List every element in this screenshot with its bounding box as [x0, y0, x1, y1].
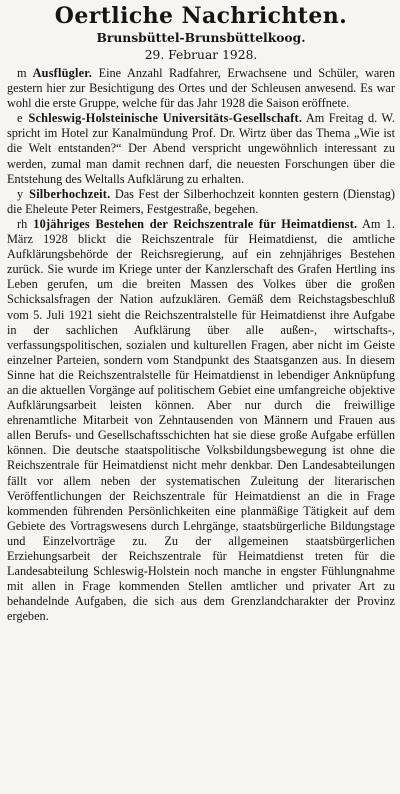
issue-date: 29. Februar 1928.: [144, 48, 258, 62]
article-text: Am Freitag d. W. spricht im Hotel zur Kanalmündung Prof. Dr. Wirtz über das Thema „Wie ist die Welt entstanden?“ Der Abend verspricht ungewöhnlich interessant zu werden, zumal man damit rechnen darf, die neuesten Forschungen über die Entstehung des Weltalls Aufklärung zu erhalten.: [7, 111, 395, 186]
article-headline: Schleswig-Holsteinische Universitäts-Gesellschaft.: [28, 111, 303, 126]
article-marker: y: [17, 186, 24, 201]
section-title: Oertliche Nachrichten.: [54, 3, 348, 29]
article-headline: 10jähriges Bestehen der Reichszentrale für Heimatdienst.: [33, 216, 358, 231]
article-text: Eine Anzahl Radfahrer, Erwachsene und Schüler, waren gestern hier zur Besichtigung des Ortes und der Schleusen anwesend. Es war wohl die erste Gruppe, welche für das Jahr 1928 die Saison eröffnete.: [7, 66, 395, 111]
article-headline: Ausflügler.: [32, 66, 93, 80]
article-reichszentrale: [7, 217, 395, 625]
article-text: Das Fest der Silberhochzeit konnten gestern (Dienstag) die Eheleute Peter Reimers, Festgestraße, begehen.: [7, 186, 395, 216]
article-marker: rh: [17, 216, 28, 231]
article-headline: Silberhochzeit.: [29, 186, 111, 201]
section-subtitle: Brunsbüttel-Brunsbüttelkoog.: [96, 30, 306, 45]
article-marker: e: [17, 111, 23, 126]
article-ausfluegler: [7, 66, 395, 111]
article-marker: m: [17, 66, 27, 80]
article-universitaets-gesellschaft: [7, 111, 395, 186]
article-silberhochzeit: [7, 187, 395, 217]
article-text: Am 1. März 1928 blickt die Reichszentrale für Heimatdienst, die amtliche Aufklärungsbehörde der Reichsregierung, auf ein zehnjähriges Bestehen zurück. Sie wurde im Kriege unter der Kanzlerschaft des Grafen Hertling ins Leben gerufen, um die breiten Massen des Volkes über die großen Schicksalsfragen der Nation aufzuklären. Gemäß dem Reichstagsbeschluß vom 5. Juli 1921 sieht die Reichszentralstelle für Heimatdienst ihre Aufgabe in der sachlichen Aufklärung über alle außen-, wirtschafts-, verfassungspolitischen, sozialen und kulturellen Fragen, aber nicht im Geiste einzelner Parteien, sondern vom Standpunkt des Staatsganzen aus. In diesem Sinne hat die Reichszentralstelle für Heimatdienst in lebendiger Anknüpfung an die aktuellen Vorgänge auf politischem Gebiet eine umfangreiche objektive Aufklärungsarbeit leisten können. Aber nur durch die freiwillige ehrenamtliche Mitarbeit von Zehntausenden von Männern und Frauen aus allen Berufs- und Gesellschaftsschichten hat sie diese große Aufgabe erfüllen können. Die deutsche staatspolitische Volksbildungsbewegung ist ohne die Reichszentrale für Heimatdienst nicht mehr denkbar. Den Landesabteilungen fällt vor allem neben der systematischen Zuleitung der literarischen Veröffentlichungen der Reichszentrale für Heimatdienst an die in Frage kommenden führenden Persönlichkeiten eine planmäßige Tätigkeit auf dem Gebiete des Vortragswesens durch Lehrgänge, staatsbürgerliche Bildungstage und Einzelvorträge zu. Zu der allgemeinen staatsbürgerlichen Erziehungsarbeit der Reichszentrale für Heimatdienst treten für die Landesabteilung Schleswig-Holstein noch manche in engster Fühlungnahme mit allen in Frage kommenden Stellen amtlicher und privater Art zu behandelnde Aufgaben, die sich aus dem Grenzlandcharakter der Provinz ergeben.: [7, 216, 396, 624]
